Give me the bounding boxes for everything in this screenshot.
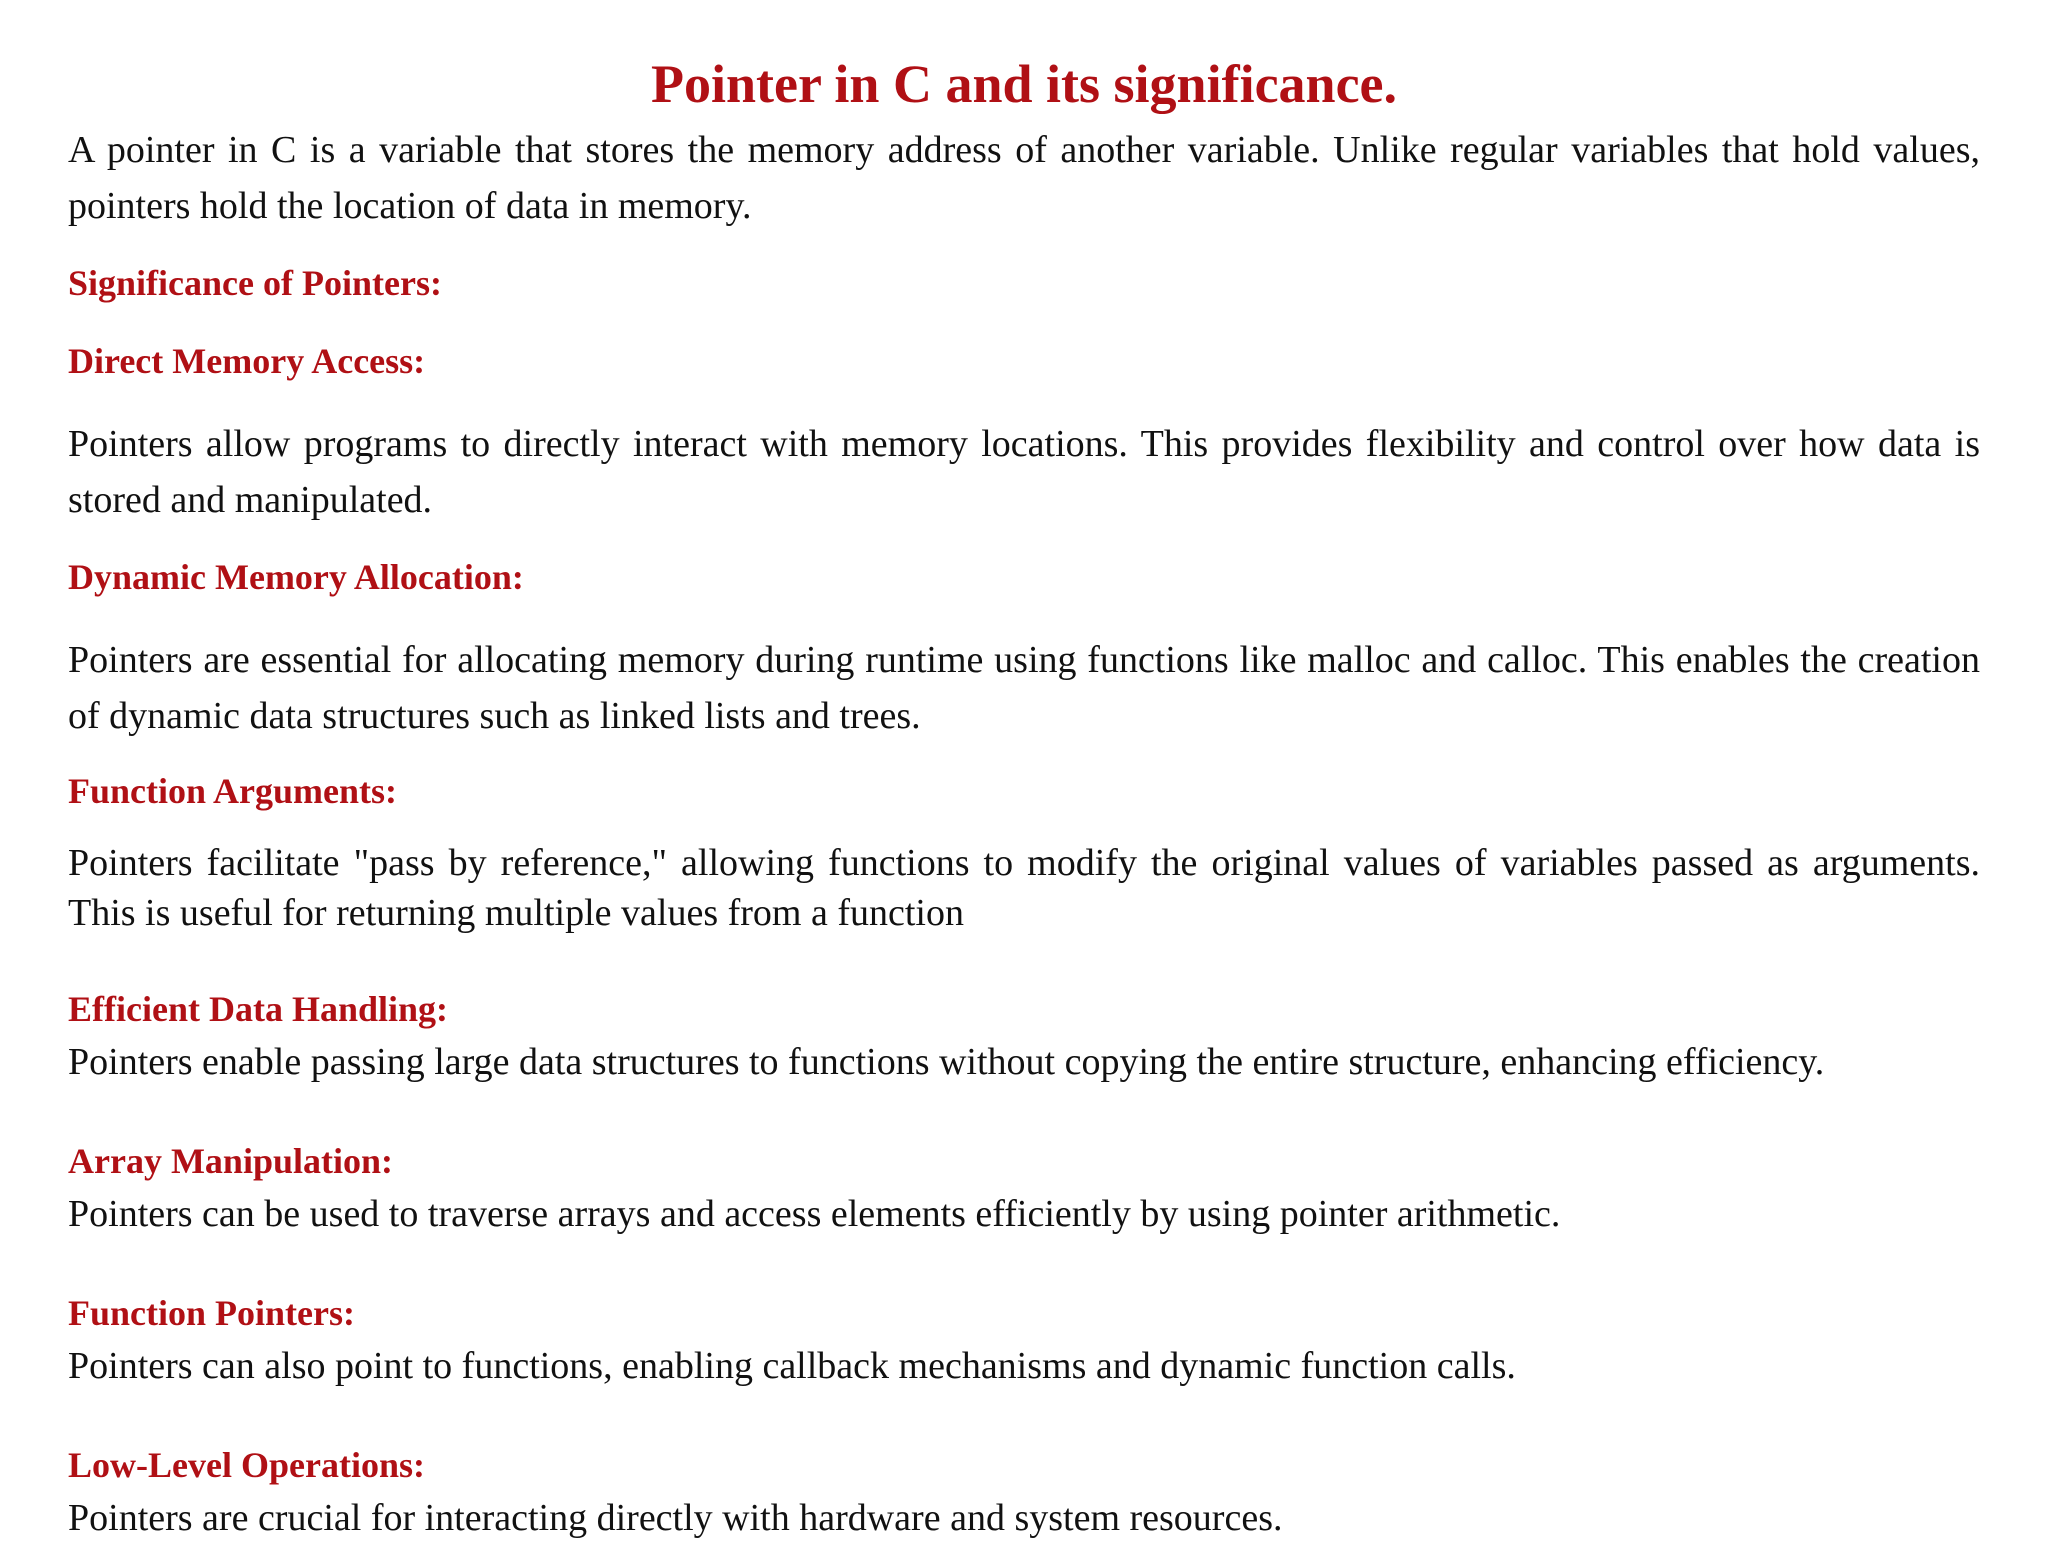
efficient-data-heading: Efficient Data Handling: <box>68 989 449 1029</box>
low-level-heading: Low-Level Operations: <box>68 1445 425 1485</box>
function-pointers-heading: Function Pointers: <box>68 1293 355 1333</box>
direct-memory-text: Pointers allow programs to directly interact with memory locations. This provides flexibility and control over how data is stored and manipulated. <box>68 423 1980 521</box>
page-title: Pointer in C and its significance. <box>650 54 1398 114</box>
array-manipulation-text: Pointers can be used to traverse arrays and access elements efficiently by using pointer arithmetic. <box>68 1193 1561 1235</box>
significance-heading: Significance of Pointers: <box>68 263 442 303</box>
array-manipulation-heading: Array Manipulation: <box>68 1141 394 1181</box>
function-arguments-heading: Function Arguments: <box>68 771 398 811</box>
dynamic-memory-heading: Dynamic Memory Allocation: <box>68 557 524 597</box>
low-level-text: Pointers are crucial for interacting directly with hardware and system resources. <box>68 1497 1283 1539</box>
efficient-data-text: Pointers enable passing large data structures to functions without copying the entire structure, enhancing efficiency. <box>68 1041 1825 1083</box>
direct-memory-heading: Direct Memory Access: <box>68 341 426 381</box>
dynamic-memory-text: Pointers are essential for allocating memory during runtime using functions like malloc and calloc. This enables the creation of dynamic data structures such as linked lists and trees. <box>68 639 1980 737</box>
intro-paragraph: A pointer in C is a variable that stores the memory address of another variable. Unlike regular variables that hold values, pointers hold the location of data in memory. <box>68 129 1980 227</box>
function-pointers-text: Pointers can also point to functions, enabling callback mechanisms and dynamic function calls. <box>68 1345 1516 1387</box>
function-arguments-text: Pointers facilitate "pass by reference," allowing functions to modify the original values of variables passed as arguments. This is useful for returning multiple values from a function <box>68 842 1980 934</box>
